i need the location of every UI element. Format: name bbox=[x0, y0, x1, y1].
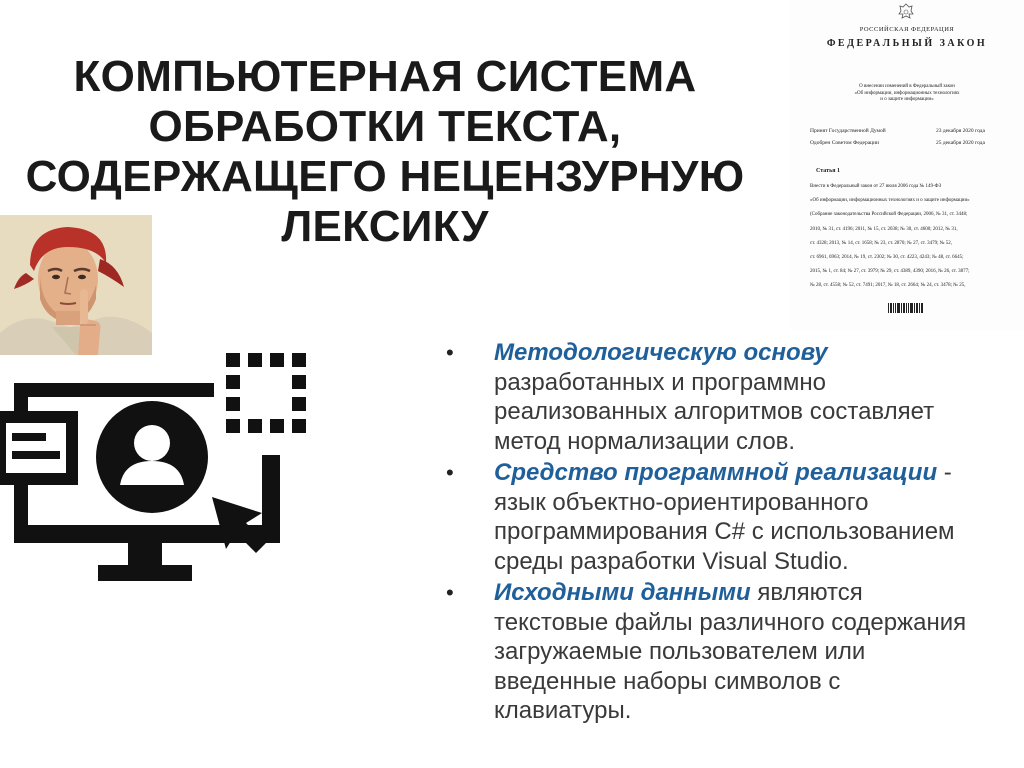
bullet-list bbox=[442, 338, 1024, 726]
intro-line: О внесении изменений в Федеральный закон bbox=[859, 84, 955, 89]
bullet-lead: Методологическую основу bbox=[494, 339, 828, 366]
intro-line: «Об информации, информационных технологиях bbox=[854, 90, 960, 96]
adopted-date: 23 декабря 2020 года bbox=[936, 128, 985, 134]
bullet-dot-icon: • bbox=[446, 460, 454, 485]
barcode-icon bbox=[888, 303, 924, 315]
title-line: СОДЕРЖАЩЕГО НЕЦЕНЗУРНУЮ bbox=[25, 152, 745, 201]
body-line: Внести в Федеральный закон от 27 июля 2006 года № 149-ФЗ bbox=[810, 184, 942, 189]
document-body bbox=[810, 180, 1010, 294]
bullet-line: загружаемые пользователем или bbox=[494, 638, 866, 665]
body-line: 2015, № 1, ст. 84; № 27, ст. 3979; № 29, ст. 4389, 4390; 2016, № 26, ст. 3877; bbox=[810, 269, 970, 275]
bullet-line: язык объектно-ориентированного bbox=[494, 488, 869, 516]
document-country: РОССИЙСКАЯ ФЕДЕРАЦИЯ bbox=[859, 26, 955, 33]
bullet-line: введенные наборы символов с bbox=[494, 667, 841, 695]
title-line: КОМПЬЮТЕРНАЯ СИСТЕМА bbox=[73, 52, 697, 101]
finger-on-lips-poster-image bbox=[0, 215, 152, 355]
bullet-line: метод нормализации слов. bbox=[494, 427, 796, 455]
article-heading: Статья 1 bbox=[816, 168, 840, 174]
bullet-lead: Исходными данными bbox=[494, 579, 751, 606]
body-line: «Об информации, информационных технологиях и о защите информации» bbox=[810, 198, 970, 204]
document-heading: ФЕДЕРАЛЬНЫЙ ЗАКОН bbox=[826, 38, 988, 49]
body-line: ст. 4328; 2013, № 14, ст. 1658; № 23, ст. 2870; № 27, ст. 3479; № 52, bbox=[810, 240, 953, 246]
bullet-lead-suffix: - bbox=[937, 459, 952, 486]
bullet-line: программирования C# с использованием bbox=[494, 518, 955, 545]
bullet-dot-icon: • bbox=[446, 340, 454, 365]
bullet-dot-icon: • bbox=[446, 580, 454, 605]
federal-law-document bbox=[790, 0, 1024, 330]
bullet-lead-suffix: являются bbox=[750, 579, 863, 606]
monitor-user-cursor-icon bbox=[0, 345, 330, 595]
bullet-item bbox=[442, 458, 1024, 576]
bullet-lead-line bbox=[494, 458, 1024, 488]
document-intro bbox=[790, 84, 1024, 104]
bullet-lead-line bbox=[494, 338, 1024, 368]
title-line: ЛЕКСИКУ bbox=[281, 202, 489, 251]
body-line: (Собрание законодательства Российской Федерации, 2006, № 31, ст. 3448; bbox=[810, 212, 968, 218]
title-line: ОБРАБОТКИ ТЕКСТА, bbox=[148, 102, 622, 151]
bullet-line: текстовые файлы различного содержания bbox=[494, 608, 967, 636]
body-line: № 28, ст. 4558; № 52, ст. 7491; 2017, № 18, ст. 2664; № 24, ст. 3478; № 25, bbox=[810, 283, 966, 289]
bullet-lead: Средство программной реализации bbox=[494, 459, 938, 486]
bullet-line: реализованных алгоритмов составляет bbox=[494, 398, 935, 425]
bullet-line: среды разработки Visual Studio. bbox=[494, 547, 849, 575]
body-line: ст. 6961, 6963; 2014, № 19, ст. 2302; № 30, ст. 4223, 4243; № 48, ст. 6645; bbox=[810, 254, 964, 260]
coat-of-arms-icon bbox=[896, 2, 916, 22]
bullet-item bbox=[442, 338, 1024, 456]
approved-label: Одобрен Советом Федерации bbox=[810, 140, 879, 146]
approved-date: 25 декабря 2020 года bbox=[936, 140, 985, 146]
bullet-line: разработанных и программно bbox=[494, 368, 827, 396]
intro-line: и о защите информации» bbox=[880, 97, 934, 102]
body-line: 2010, № 31, ст. 4196; 2011, № 15, ст. 2038; № 30, ст. 4600; 2012, № 31, bbox=[810, 226, 958, 232]
bullet-lead-line bbox=[494, 578, 1024, 608]
bullet-line: клавиатуры. bbox=[494, 697, 632, 724]
adopted-label: Принят Государственной Думой bbox=[810, 128, 886, 134]
bullet-item bbox=[442, 578, 1024, 726]
